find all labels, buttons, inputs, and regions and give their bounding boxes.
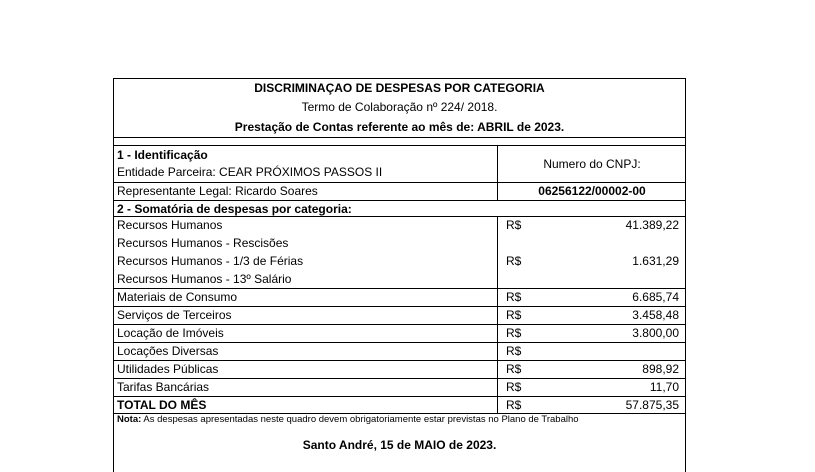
expense-currency: R$	[506, 254, 522, 268]
cnpj-label: Numero do CNPJ:	[543, 157, 641, 171]
expense-value: 3.800,00	[632, 326, 679, 340]
column-divider	[497, 216, 498, 413]
identification-section	[114, 146, 685, 182]
expense-currency: R$	[506, 380, 522, 394]
expense-category: Serviços de Terceiros	[117, 308, 232, 322]
expense-currency: R$	[506, 326, 522, 340]
note-label: Nota:	[117, 414, 142, 425]
expense-currency: R$	[506, 290, 522, 304]
report-period: Prestação de Contas referente ao mês de: ABRIL de 2023.	[234, 120, 565, 134]
expense-category: Utilidades Públicas	[117, 362, 219, 376]
total-label: TOTAL DO MÊS	[117, 398, 207, 412]
note-text	[117, 413, 579, 427]
place-date: Santo André, 15 de MAIO de 2023.	[302, 438, 497, 452]
expense-value: 3.458,48	[632, 308, 679, 322]
expense-report-sheet	[113, 78, 686, 472]
total-value: 57.875,35	[625, 398, 679, 412]
expense-value: 41.389,22	[625, 218, 679, 232]
expense-value: 1.631,29	[632, 254, 679, 268]
expense-value: 11,70	[649, 380, 679, 394]
expense-category: Recursos Humanos	[117, 218, 223, 232]
expense-category: Recursos Humanos - 13º Salário	[117, 272, 292, 286]
cnpj-value: 06256122/00002-00	[538, 184, 646, 198]
note-body: As despesas apresentadas neste quadro devem obrigatoriamente estar previstas no Plano de Trabalho	[141, 414, 579, 425]
legal-representative: Representante Legal: Ricardo Soares	[117, 184, 318, 198]
expense-value: 898,92	[642, 362, 679, 376]
identification-heading: 1 - Identificação	[117, 148, 208, 162]
divider	[114, 137, 685, 138]
expense-category: Recursos Humanos - Rescisões	[117, 236, 289, 250]
expense-category: Tarifas Bancárias	[117, 380, 210, 394]
expense-currency: R$	[506, 362, 522, 376]
expense-currency: R$	[506, 344, 522, 358]
expense-category: Locação de Imóveis	[117, 326, 224, 340]
entity-name: Entidade Parceira: CEAR PRÓXIMOS PASSOS II	[117, 165, 383, 179]
report-subtitle: Termo de Colaboração nº 224/ 2018.	[301, 100, 498, 114]
expenses-heading-text: 2 - Somatória de despesas por categoria:	[117, 202, 352, 216]
expense-currency: R$	[506, 308, 522, 322]
expense-category: Recursos Humanos - 1/3 de Férias	[117, 254, 304, 268]
expense-category: Locações Diversas	[117, 344, 219, 358]
report-title: DISCRIMINAÇAO DE DESPESAS POR CATEGORIA	[254, 81, 545, 95]
expense-value: 6.685,74	[632, 290, 679, 304]
total-currency: R$	[506, 398, 522, 412]
expense-category: Materiais de Consumo	[117, 290, 238, 304]
expense-currency: R$	[506, 218, 522, 232]
